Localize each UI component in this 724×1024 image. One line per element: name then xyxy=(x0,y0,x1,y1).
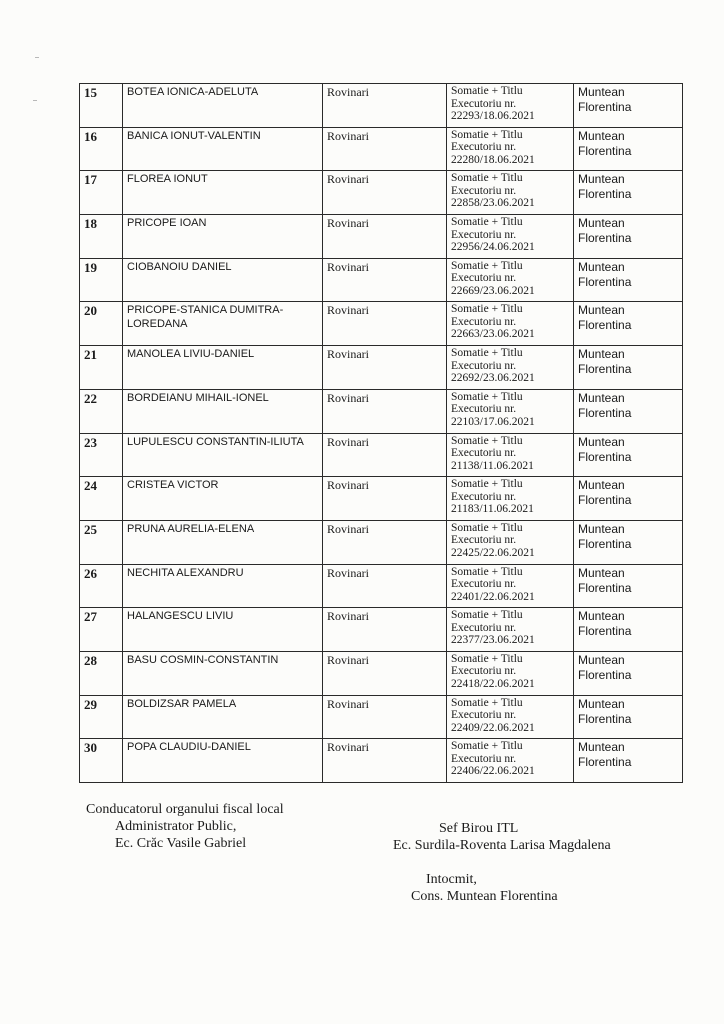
table-row xyxy=(80,346,683,390)
document-line: 22401/22.06.2021 xyxy=(451,590,535,603)
document-line: Somatie + Titlu xyxy=(451,347,523,360)
document-line: Executoriu nr. xyxy=(451,490,517,503)
document-line: Executoriu nr. xyxy=(451,534,517,547)
responsible-line: Florentina xyxy=(578,100,632,114)
locality: Rovinari xyxy=(323,433,447,477)
document-reference xyxy=(447,608,574,652)
locality: Rovinari xyxy=(323,302,447,346)
responsible-line: Muntean xyxy=(578,740,625,755)
document-line: 22377/23.06.2021 xyxy=(451,634,535,647)
document-line: Somatie + Titlu xyxy=(451,303,523,316)
document-line: 22418/22.06.2021 xyxy=(451,677,535,690)
locality: Rovinari xyxy=(323,564,447,608)
document-line: Somatie + Titlu xyxy=(451,434,523,447)
document-reference xyxy=(447,215,574,259)
row-number: 17 xyxy=(80,171,123,215)
row-number: 15 xyxy=(80,84,123,128)
document-line: 21183/11.06.2021 xyxy=(451,503,534,516)
document-line: Somatie + Titlu xyxy=(451,565,523,578)
document-reference xyxy=(447,258,574,302)
table-row xyxy=(80,302,683,346)
debtor-name: PRICOPE IOAN xyxy=(123,215,323,259)
debtor-name: HALANGESCU LIVIU xyxy=(123,608,323,652)
document-line: 22669/23.06.2021 xyxy=(451,284,535,297)
row-number: 29 xyxy=(80,695,123,739)
document-line: Somatie + Titlu xyxy=(451,740,523,753)
scan-speck xyxy=(35,57,39,58)
responsible-person xyxy=(574,84,683,128)
document-line: 22858/23.06.2021 xyxy=(451,197,535,210)
responsible-line: Florentina xyxy=(578,405,632,420)
document-line: Somatie + Titlu xyxy=(451,390,523,403)
document-line: Somatie + Titlu xyxy=(451,85,523,97)
table-row xyxy=(80,433,683,477)
row-number: 21 xyxy=(80,346,123,390)
document-line: Executoriu nr. xyxy=(451,447,517,459)
debtor-name: BASU COSMIN-CONSTANTIN xyxy=(123,651,323,695)
document-line: Somatie + Titlu xyxy=(451,478,523,491)
document-line: 22692/23.06.2021 xyxy=(451,372,535,385)
signature-left-line2: Administrator Public, xyxy=(115,819,237,834)
document-line: Executoriu nr. xyxy=(451,359,517,372)
responsible-line: Florentina xyxy=(578,318,632,333)
document-line: Executoriu nr. xyxy=(451,141,517,154)
prepared-by-line2: Cons. Muntean Florentina xyxy=(411,889,558,904)
responsible-person xyxy=(574,651,683,695)
responsible-line: Muntean xyxy=(578,347,625,362)
document-reference xyxy=(447,433,574,477)
responsible-person xyxy=(574,215,683,259)
responsible-person xyxy=(574,302,683,346)
locality: Rovinari xyxy=(323,84,447,128)
responsible-line: Muntean xyxy=(578,434,625,449)
responsible-person xyxy=(574,520,683,564)
responsible-line: Florentina xyxy=(578,624,632,639)
document-line: 22280/18.06.2021 xyxy=(451,153,535,166)
document-reference xyxy=(447,127,574,171)
table-row xyxy=(80,520,683,564)
responsible-person xyxy=(574,127,683,171)
responsible-line: Muntean xyxy=(578,478,625,493)
document-reference xyxy=(447,171,574,215)
document-line: Executoriu nr. xyxy=(451,184,517,197)
document-line: Somatie + Titlu xyxy=(451,652,523,665)
responsible-line: Muntean xyxy=(578,565,625,580)
prepared-by-line1: Intocmit, xyxy=(426,872,477,887)
signature-right xyxy=(393,820,611,854)
signature-left-line3: Ec. Crăc Vasile Gabriel xyxy=(115,836,247,851)
document-line: Somatie + Titlu xyxy=(451,128,523,141)
debtor-name: PRUNA AURELIA-ELENA xyxy=(123,520,323,564)
table-row xyxy=(80,171,683,215)
responsible-line: Muntean xyxy=(578,172,625,187)
document-line: 22406/22.06.2021 xyxy=(451,765,535,778)
responsible-person xyxy=(574,433,683,477)
responsible-line: Florentina xyxy=(578,580,632,595)
locality: Rovinari xyxy=(323,520,447,564)
responsible-person xyxy=(574,389,683,433)
locality: Rovinari xyxy=(323,739,447,783)
responsible-person xyxy=(574,477,683,521)
row-number: 24 xyxy=(80,477,123,521)
row-number: 26 xyxy=(80,564,123,608)
responsible-line: Florentina xyxy=(578,143,632,158)
responsible-line: Muntean xyxy=(578,216,625,231)
responsible-line: Muntean xyxy=(578,609,625,624)
debtors-table xyxy=(79,83,683,783)
table-row xyxy=(80,695,683,739)
document-reference xyxy=(447,389,574,433)
document-line: Somatie + Titlu xyxy=(451,609,523,622)
table-row xyxy=(80,477,683,521)
responsible-person xyxy=(574,346,683,390)
responsible-line: Florentina xyxy=(578,755,632,770)
responsible-line: Florentina xyxy=(578,362,632,377)
debtor-name: CIOBANOIU DANIEL xyxy=(123,258,323,302)
signature-left xyxy=(86,801,284,852)
signature-right-line2: Ec. Surdila-Roventa Larisa Magdalena xyxy=(393,838,611,853)
document-line: Somatie + Titlu xyxy=(451,696,523,709)
debtor-name: BOLDIZSAR PAMELA xyxy=(123,695,323,739)
responsible-person xyxy=(574,258,683,302)
document-line: Somatie + Titlu xyxy=(451,172,523,185)
responsible-line: Florentina xyxy=(578,536,632,551)
table-row xyxy=(80,564,683,608)
responsible-line: Muntean xyxy=(578,128,625,143)
document-line: Executoriu nr. xyxy=(451,228,517,241)
responsible-person xyxy=(574,608,683,652)
table-row xyxy=(80,127,683,171)
document-reference xyxy=(447,346,574,390)
responsible-person xyxy=(574,739,683,783)
responsible-line: Florentina xyxy=(578,493,632,508)
debtor-name: NECHITA ALEXANDRU xyxy=(123,564,323,608)
table-row xyxy=(80,215,683,259)
document-line: 22956/24.06.2021 xyxy=(451,241,535,254)
table-row xyxy=(80,84,683,128)
scan-speck xyxy=(33,100,37,101)
table-row xyxy=(80,389,683,433)
debtor-name: LUPULESCU CONSTANTIN-ILIUTA xyxy=(123,433,323,477)
locality: Rovinari xyxy=(323,651,447,695)
responsible-line: Muntean xyxy=(578,390,625,405)
document-line: 21138/11.06.2021 xyxy=(451,459,534,472)
responsible-line: Florentina xyxy=(578,449,632,464)
responsible-line: Florentina xyxy=(578,711,632,726)
debtors-table-body xyxy=(80,84,683,783)
document-reference xyxy=(447,84,574,128)
document-line: Executoriu nr. xyxy=(451,709,517,722)
document-line: 22103/17.06.2021 xyxy=(451,415,535,428)
document-reference xyxy=(447,302,574,346)
document-line: Somatie + Titlu xyxy=(451,521,523,534)
document-reference xyxy=(447,564,574,608)
responsible-person xyxy=(574,564,683,608)
debtor-name: PRICOPE-STANICA DUMITRA-LOREDANA xyxy=(123,302,323,346)
document-reference xyxy=(447,651,574,695)
document-line: Executoriu nr. xyxy=(451,272,517,285)
locality: Rovinari xyxy=(323,215,447,259)
locality: Rovinari xyxy=(323,389,447,433)
responsible-line: Muntean xyxy=(578,303,625,318)
debtor-name: BANICA IONUT-VALENTIN xyxy=(123,127,323,171)
responsible-line: Florentina xyxy=(578,667,632,682)
row-number: 18 xyxy=(80,215,123,259)
document-line: 22409/22.06.2021 xyxy=(451,721,535,734)
document-reference xyxy=(447,477,574,521)
locality: Rovinari xyxy=(323,477,447,521)
debtor-name: BOTEA IONICA-ADELUTA xyxy=(123,84,323,128)
prepared-by xyxy=(411,871,558,905)
debtor-name: FLOREA IONUT xyxy=(123,171,323,215)
table-row xyxy=(80,258,683,302)
table-row xyxy=(80,608,683,652)
locality: Rovinari xyxy=(323,346,447,390)
row-number: 28 xyxy=(80,651,123,695)
document-line: Executoriu nr. xyxy=(451,621,517,634)
row-number: 30 xyxy=(80,739,123,783)
document-line: Executoriu nr. xyxy=(451,403,517,416)
row-number: 20 xyxy=(80,302,123,346)
debtor-name: MANOLEA LIVIU-DANIEL xyxy=(123,346,323,390)
responsible-line: Florentina xyxy=(578,231,632,246)
responsible-line: Florentina xyxy=(578,187,632,202)
row-number: 19 xyxy=(80,258,123,302)
document-line: Executoriu nr. xyxy=(451,315,517,328)
responsible-line: Florentina xyxy=(578,274,632,289)
locality: Rovinari xyxy=(323,127,447,171)
document-line: 22293/18.06.2021 xyxy=(451,110,535,122)
document-reference xyxy=(447,739,574,783)
row-number: 23 xyxy=(80,433,123,477)
document-line: Executoriu nr. xyxy=(451,665,517,678)
responsible-line: Muntean xyxy=(578,652,625,667)
document-line: Somatie + Titlu xyxy=(451,216,523,229)
locality: Rovinari xyxy=(323,695,447,739)
signature-left-line1: Conducatorul organului fiscal local xyxy=(86,802,284,817)
responsible-person xyxy=(574,695,683,739)
row-number: 25 xyxy=(80,520,123,564)
debtor-name: BORDEIANU MIHAIL-IONEL xyxy=(123,389,323,433)
document-reference xyxy=(447,695,574,739)
row-number: 16 xyxy=(80,127,123,171)
row-number: 22 xyxy=(80,389,123,433)
table-row xyxy=(80,739,683,783)
responsible-line: Muntean xyxy=(578,85,625,99)
responsible-person xyxy=(574,171,683,215)
debtor-name: CRISTEA VICTOR xyxy=(123,477,323,521)
locality: Rovinari xyxy=(323,171,447,215)
document-line: Executoriu nr. xyxy=(451,578,517,591)
responsible-line: Muntean xyxy=(578,521,625,536)
document-line: 22663/23.06.2021 xyxy=(451,328,535,341)
document-line: Executoriu nr. xyxy=(451,97,517,110)
locality: Rovinari xyxy=(323,608,447,652)
document-line: Executoriu nr. xyxy=(451,752,517,765)
signature-right-line1: Sef Birou ITL xyxy=(439,821,519,836)
document-reference xyxy=(447,520,574,564)
responsible-line: Muntean xyxy=(578,259,625,274)
row-number: 27 xyxy=(80,608,123,652)
responsible-line: Muntean xyxy=(578,696,625,711)
document-line: Somatie + Titlu xyxy=(451,259,523,272)
debtor-name: POPA CLAUDIU-DANIEL xyxy=(123,739,323,783)
document-line: 22425/22.06.2021 xyxy=(451,546,535,559)
table-row xyxy=(80,651,683,695)
locality: Rovinari xyxy=(323,258,447,302)
